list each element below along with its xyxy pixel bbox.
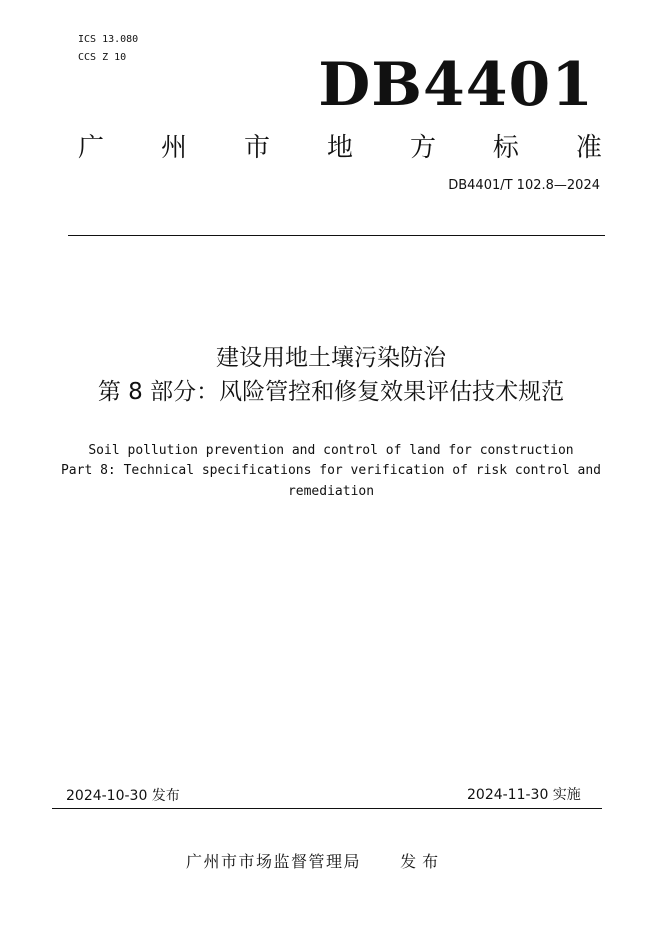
chinese-title-line-2: 第 8 部分：风险管控和修复效果评估技术规范	[97, 379, 565, 405]
issuer-suffix: 发布	[400, 852, 445, 871]
standard-type-char: 市	[243, 132, 270, 163]
standard-type-char: 准	[575, 132, 602, 163]
issuer-name: 广州市市场监督管理局	[186, 852, 362, 871]
ccs-code: CCS Z 10	[78, 52, 127, 63]
publish-date: 2024-10-30 发布	[66, 788, 180, 804]
ics-code: ICS 13.080	[78, 34, 139, 45]
english-title-line-3: remediation	[287, 484, 375, 499]
standard-type-title	[78, 128, 602, 162]
standard-type-char: 广	[78, 132, 105, 163]
chinese-title-line-1: 建设用地土壤污染防治	[216, 345, 446, 371]
standard-type-char: 地	[326, 132, 353, 163]
english-title-line-1: Soil pollution prevention and control of land for construction	[88, 443, 574, 458]
effective-date: 2024-11-30 实施	[467, 787, 581, 803]
header-divider	[68, 235, 605, 236]
standard-type-char: 州	[160, 132, 187, 163]
standard-logo: DB4401	[318, 50, 594, 120]
standard-type-char: 方	[409, 132, 436, 163]
english-title-line-2: Part 8: Technical specifications for verification of risk control and	[60, 463, 602, 478]
footer-divider	[52, 808, 602, 809]
issuer	[186, 849, 444, 872]
standard-number: DB4401/T 102.8—2024	[448, 178, 600, 193]
standard-type-char: 标	[492, 132, 519, 163]
